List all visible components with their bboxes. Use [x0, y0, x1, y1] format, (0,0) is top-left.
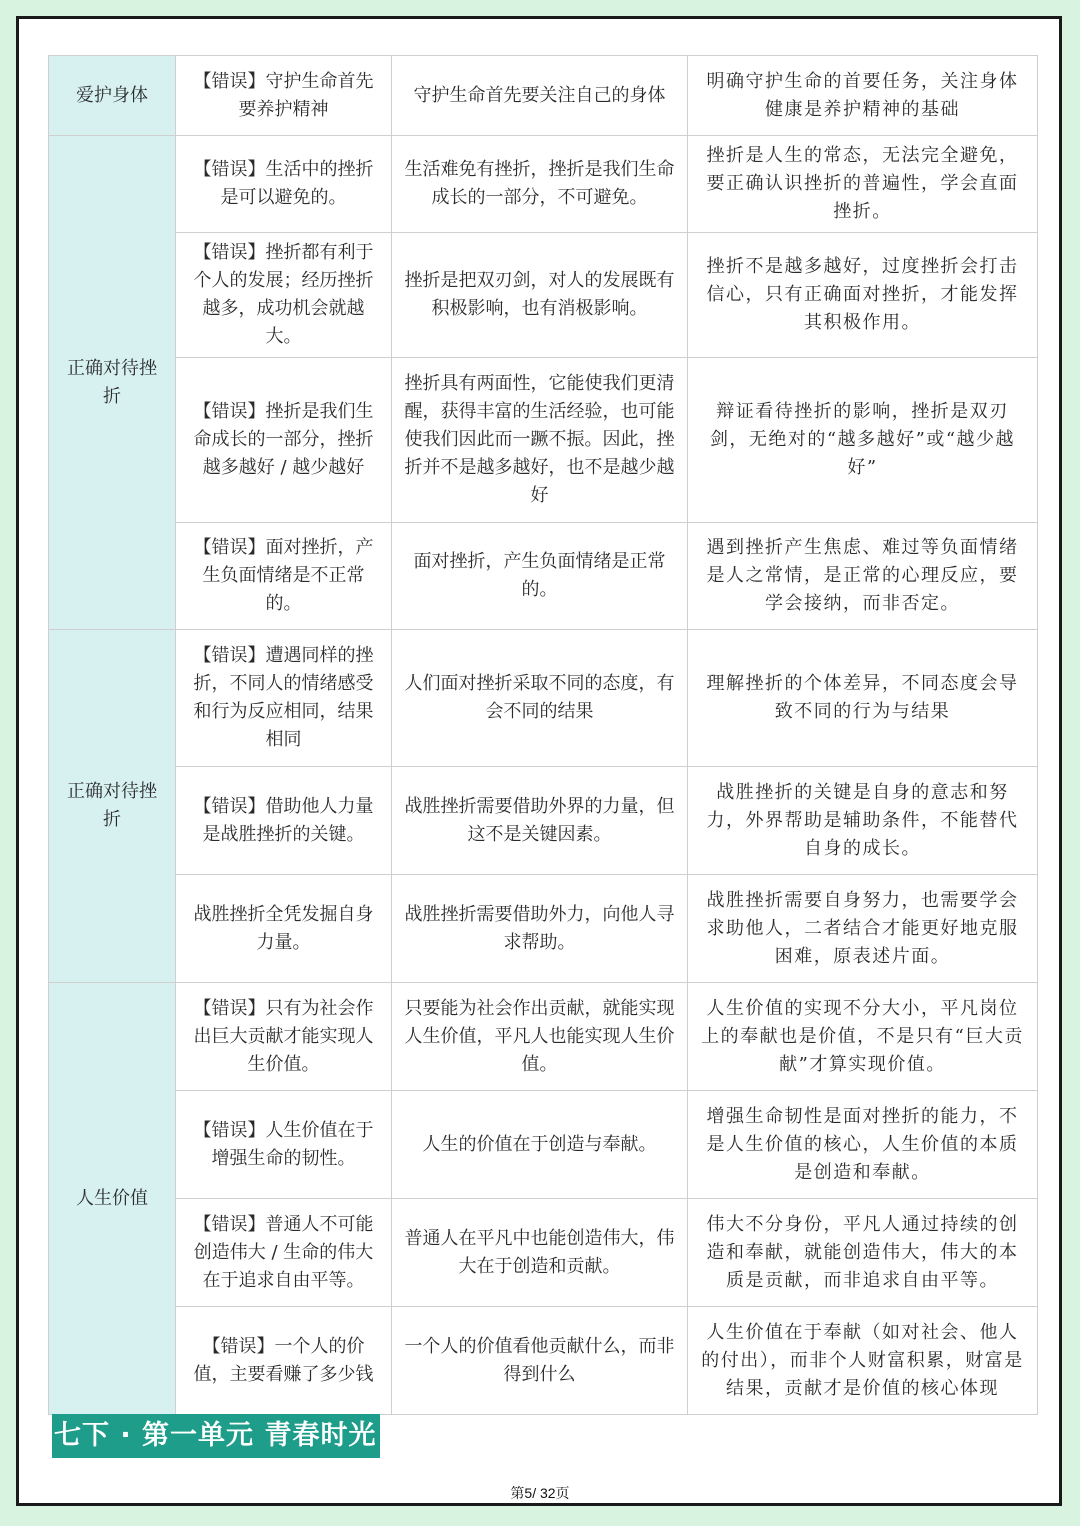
correct-statement: 挫折具有两面性，它能使我们更清醒，获得丰富的生活经验，也可能使我们因此而一蹶不振。因此，挫折并不是越多越好，也不是越少越好 — [392, 358, 688, 523]
table-row — [49, 523, 1038, 630]
wrong-statement: 【错误】只有为社会作出巨大贡献才能实现人生价值。 — [176, 983, 392, 1091]
topic-cell: 正确对待挫折 — [49, 136, 176, 630]
wrong-statement: 【错误】守护生命首先要养护精神 — [176, 56, 392, 136]
wrong-statement: 【错误】挫折是我们生命成长的一部分，挫折越多越好 / 越少越好 — [176, 358, 392, 523]
explanation: 辩证看待挫折的影响，挫折是双刃剑，无绝对的“越多越好”或“越少越好” — [688, 358, 1038, 523]
wrong-statement: 【错误】普通人不可能创造伟大 / 生命的伟大在于追求自由平等。 — [176, 1199, 392, 1307]
wrong-statement: 【错误】人生价值在于增强生命的韧性。 — [176, 1091, 392, 1199]
explanation: 遇到挫折产生焦虑、难过等负面情绪是人之常情，是正常的心理反应，要学会接纳，而非否定。 — [688, 523, 1038, 630]
table-row — [49, 1199, 1038, 1307]
explanation: 人生价值在于奉献（如对社会、他人的付出），而非个人财富积累，财富是结果，贡献才是价值的核心体现 — [688, 1307, 1038, 1415]
wrong-statement: 【错误】一个人的价值，主要看赚了多少钱 — [176, 1307, 392, 1415]
correct-statement: 一个人的价值看他贡献什么，而非得到什么 — [392, 1307, 688, 1415]
table-row — [49, 630, 1038, 767]
topic-cell: 正确对待挫折 — [49, 630, 176, 983]
correct-statement: 守护生命首先要关注自己的身体 — [392, 56, 688, 136]
table-row — [49, 358, 1038, 523]
table-row — [49, 56, 1038, 136]
table-row — [49, 767, 1038, 875]
table-row — [49, 983, 1038, 1091]
topic-cell: 人生价值 — [49, 983, 176, 1415]
topic-cell: 爱护身体 — [49, 56, 176, 136]
explanation: 增强生命韧性是面对挫折的能力，不是人生价值的核心，人生价值的本质是创造和奉献。 — [688, 1091, 1038, 1199]
explanation: 挫折不是越多越好，过度挫折会打击信心，只有正确面对挫折，才能发挥其积极作用。 — [688, 233, 1038, 358]
correct-statement: 普通人在平凡中也能创造伟大，伟大在于创造和贡献。 — [392, 1199, 688, 1307]
explanation: 理解挫折的个体差异，不同态度会导致不同的行为与结果 — [688, 630, 1038, 767]
correct-statement: 战胜挫折需要借助外界的力量，但这不是关键因素。 — [392, 767, 688, 875]
explanation: 明确守护生命的首要任务，关注身体健康是养护精神的基础 — [688, 56, 1038, 136]
explanation: 战胜挫折需要自身努力，也需要学会求助他人，二者结合才能更好地克服困难，原表述片面。 — [688, 875, 1038, 983]
table-row — [49, 136, 1038, 233]
correct-statement: 面对挫折，产生负面情绪是正常的。 — [392, 523, 688, 630]
wrong-statement: 战胜挫折全凭发掘自身力量。 — [176, 875, 392, 983]
wrong-statement: 【错误】面对挫折，产生负面情绪是不正常的。 — [176, 523, 392, 630]
explanation: 伟大不分身份，平凡人通过持续的创造和奉献，就能创造伟大，伟大的本质是贡献，而非追求自由平等。 — [688, 1199, 1038, 1307]
explanation: 人生价值的实现不分大小，平凡岗位上的奉献也是价值，不是只有“巨大贡献”才算实现价值。 — [688, 983, 1038, 1091]
table-row — [49, 233, 1038, 358]
wrong-statement: 【错误】遭遇同样的挫折，不同人的情绪感受和行为反应相同，结果相同 — [176, 630, 392, 767]
correct-statement: 人生的价值在于创造与奉献。 — [392, 1091, 688, 1199]
correct-statement: 战胜挫折需要借助外力，向他人寻求帮助。 — [392, 875, 688, 983]
wrong-statement: 【错误】挫折都有利于个人的发展；经历挫折越多，成功机会就越大。 — [176, 233, 392, 358]
wrong-statement: 【错误】生活中的挫折是可以避免的。 — [176, 136, 392, 233]
page-number: 第5/ 32页 — [510, 1485, 570, 1501]
section-header: 七下 · 第一单元 青春时光 — [52, 1414, 380, 1458]
table-row — [49, 1091, 1038, 1199]
correct-statement: 人们面对挫折采取不同的态度，有会不同的结果 — [392, 630, 688, 767]
table-row — [49, 1307, 1038, 1415]
explanation: 战胜挫折的关键是自身的意志和努力，外界帮助是辅助条件，不能替代自身的成长。 — [688, 767, 1038, 875]
wrong-statement: 【错误】借助他人力量是战胜挫折的关键。 — [176, 767, 392, 875]
explanation: 挫折是人生的常态，无法完全避免，要正确认识挫折的普遍性，学会直面挫折。 — [688, 136, 1038, 233]
correct-statement: 只要能为社会作出贡献，就能实现人生价值，平凡人也能实现人生价值。 — [392, 983, 688, 1091]
table-row — [49, 875, 1038, 983]
error-correction-table — [48, 55, 1038, 1415]
correct-statement: 挫折是把双刃剑，对人的发展既有积极影响，也有消极影响。 — [392, 233, 688, 358]
correct-statement: 生活难免有挫折，挫折是我们生命成长的一部分，不可避免。 — [392, 136, 688, 233]
